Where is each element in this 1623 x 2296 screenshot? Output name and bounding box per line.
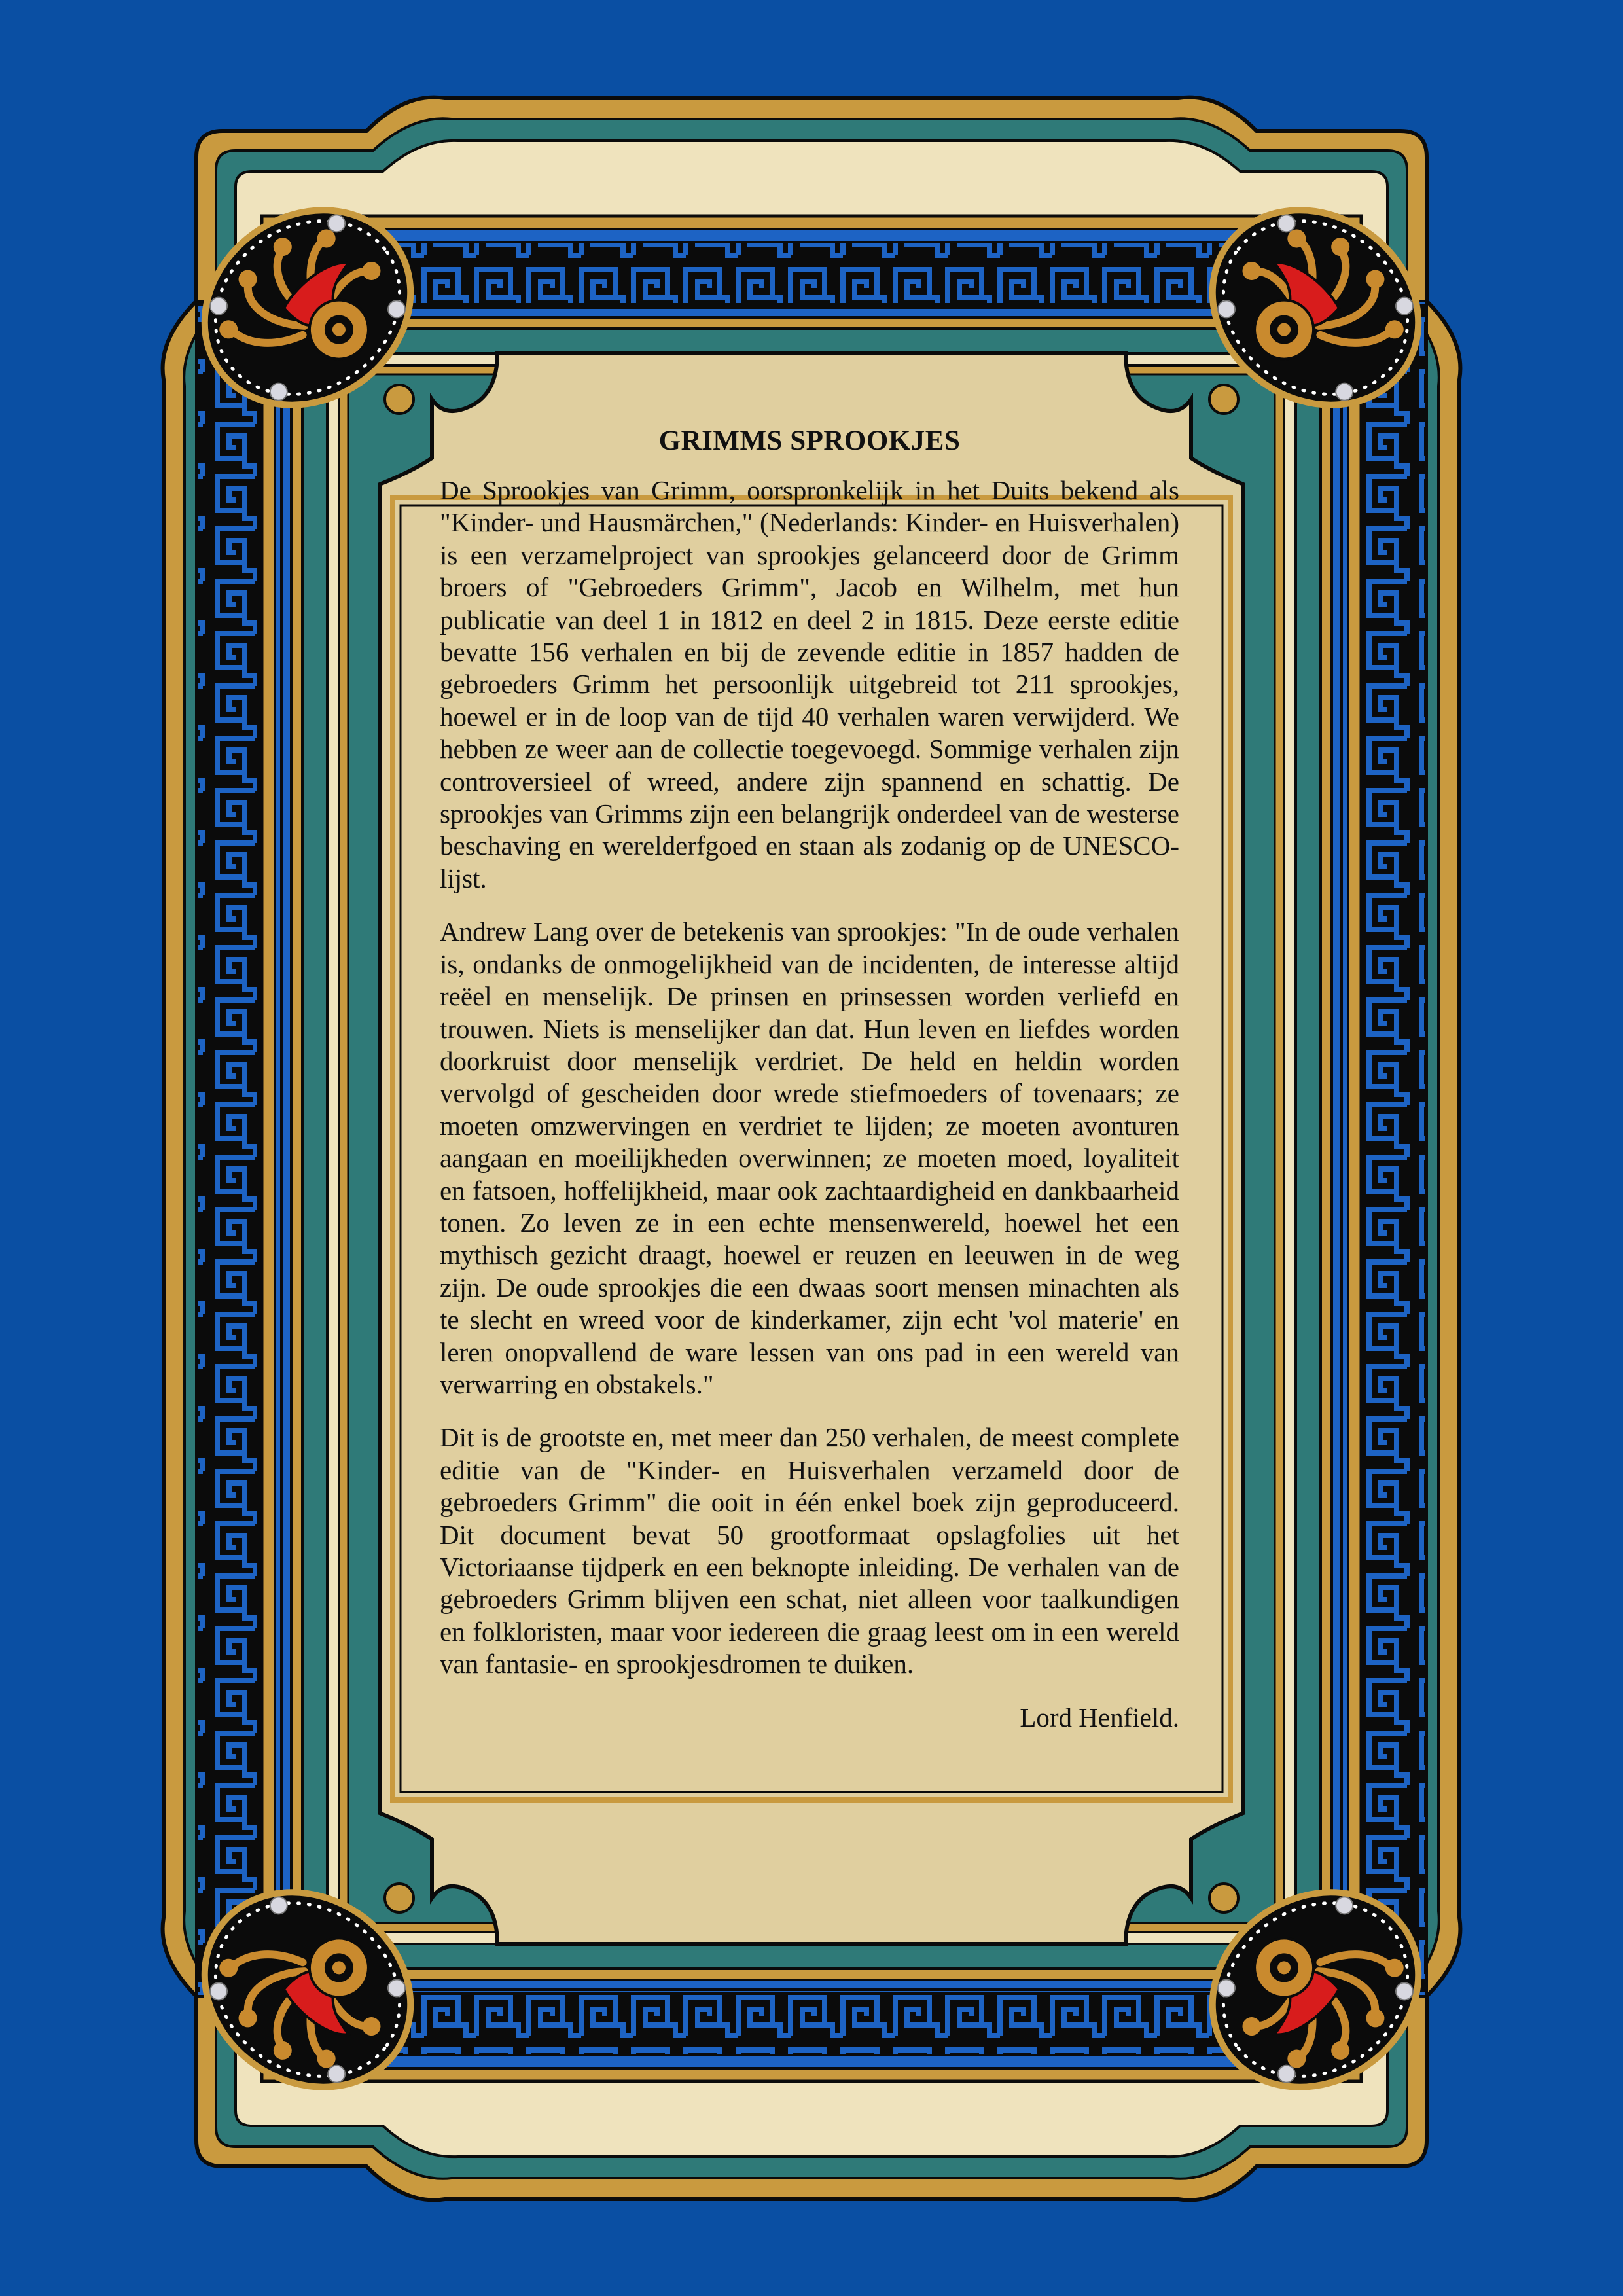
- document-title: GRIMMS SPROOKJES: [658, 425, 961, 456]
- paragraph-2: Andrew Lang over de betekenis van sprookjes: "In de oude verhalen is, ondanks de onmogelijkheid van de incidenten, de interesse altijd reëel en menselijk. De prinsen en prinsessen worden verliefd en trouwen. Niets is menselijker dan dat. Hun leven en liefdes worden doorkruist door menselijk verdriet. De held en heldin worden vervolgd of gescheiden door wrede stiefmoeders of tovenaars; ze moeten omzwervingen en verdriet te lijden; ze moeten avonturen aangaan en moeilijkheden overwinnen; ze moeten moed, loyaliteit en fatsoen, hoffelijkheid, maar ook zachtaardigheid en dankbaarheid tonen. Zo leven ze in een echte mensenwereld, hoewel het een mythisch gezicht draagt, hoewel er reuzen en leeuwen in de weg zijn. De oude sprookjes die een dwaas soort mensen minachten als te slecht en wreed voor de kinderkamer, zijn echt 'vol materie' en leren onopvallend de ware lessen van ons pad in een wereld van verwarring en obstakels.": [440, 916, 1179, 1399]
- paragraph-1: De Sprookjes van Grimm, oorspronkelijk in het Duits bekend als "Kinder- und Hausmärchen," (Nederlands: Kinder- en Huisverhalen) is een verzamelproject van sprookjes gelanceerd door de Grimm broers of "Gebroeders Grimm", Jacob en Wilhelm, met hun publicatie van deel 1 in 1812 en deel 2 in 1815. Deze eerste editie bevatte 156 verhalen en bij de zevende editie in 1857 hadden de gebroeders Grimm het persoonlijk uitgebreid tot 211 sprookjes, hoewel er in de loop van de tijd 40 verhalen waren verwijderd. We hebben ze weer aan de collectie toegevoegd. Sommige verhalen zijn controversieel of wreed, andere zijn spannend en schattig. De sprookjes van Grimms zijn een belangrijk onderdeel van de westerse beschaving en werelderfgoed en staan als zodanig op de UNESCO-lijst.: [440, 475, 1179, 893]
- signature: Lord Henfield.: [1020, 1702, 1179, 1732]
- text-panel: [440, 419, 1179, 1898]
- paragraph-3: Dit is de grootste en, met meer dan 250 verhalen, de meest complete editie van de "Kinder- en Huisverhalen verzameld door de gebroeders Grimm" die ooit in één enkel boek zijn geproduceerd. Dit document bevat 50 grootformaat opslagfolies uit het Victoriaanse tijdperk en een beknopte inleiding. De verhalen van de gebroeders Grimm blijven een schat, niet alleen voor taalkundigen en folkloristen, maar voor iedereen die graag leest om in een wereld van fantasie- en sprookjesdromen te duiken.: [440, 1422, 1179, 1679]
